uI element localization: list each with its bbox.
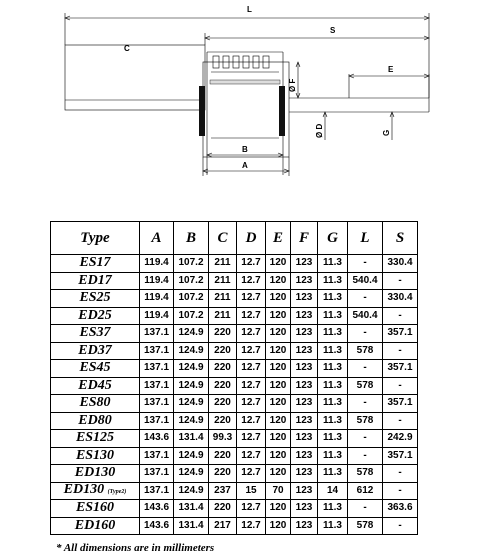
type-name: ES80: [79, 395, 111, 411]
value-cell: 12.7: [237, 290, 266, 308]
value-cell: 12.7: [237, 342, 266, 360]
type-name: ED130: [74, 465, 116, 481]
value-cell: -: [383, 342, 418, 360]
value-cell: 124.9: [174, 482, 209, 500]
type-cell: [51, 482, 140, 500]
technical-drawing: [0, 0, 500, 200]
value-cell: 211: [209, 272, 237, 290]
type-name: ED80: [78, 412, 112, 428]
value-cell: 11.3: [318, 395, 348, 413]
value-cell: 242.9: [383, 430, 418, 448]
table-row: [51, 412, 418, 430]
dim-label-e: E: [388, 65, 394, 74]
value-cell: -: [383, 377, 418, 395]
value-cell: 578: [348, 412, 383, 430]
value-cell: 99.3: [209, 430, 237, 448]
column-header-d: D: [237, 222, 266, 255]
value-cell: 124.9: [174, 360, 209, 378]
value-cell: 120: [266, 307, 291, 325]
value-cell: 578: [348, 465, 383, 483]
value-cell: 11.3: [318, 325, 348, 343]
value-cell: 120: [266, 290, 291, 308]
value-cell: 211: [209, 307, 237, 325]
value-cell: -: [348, 325, 383, 343]
value-cell: -: [348, 255, 383, 273]
value-cell: 120: [266, 447, 291, 465]
value-cell: -: [383, 482, 418, 500]
value-cell: 131.4: [174, 517, 209, 535]
value-cell: 120: [266, 412, 291, 430]
value-cell: 123: [291, 325, 318, 343]
type-cell: [51, 517, 140, 535]
value-cell: 11.3: [318, 290, 348, 308]
type-name: ES160: [75, 500, 115, 516]
value-cell: 107.2: [174, 272, 209, 290]
value-cell: 123: [291, 465, 318, 483]
type-name: ES130: [75, 447, 115, 463]
type-cell: [51, 360, 140, 378]
value-cell: 119.4: [140, 290, 174, 308]
value-cell: 12.7: [237, 307, 266, 325]
table-row: [51, 342, 418, 360]
value-cell: 220: [209, 447, 237, 465]
value-cell: 12.7: [237, 412, 266, 430]
table-body: [51, 255, 418, 535]
type-cell: [51, 377, 140, 395]
type-subnote: (Type2): [107, 488, 127, 495]
type-name: ES37: [79, 325, 111, 341]
value-cell: 120: [266, 430, 291, 448]
value-cell: 120: [266, 500, 291, 518]
value-cell: 12.7: [237, 395, 266, 413]
table-row: [51, 290, 418, 308]
dim-label-g: G: [382, 129, 391, 136]
value-cell: 220: [209, 395, 237, 413]
value-cell: -: [348, 290, 383, 308]
type-name: ED37: [78, 342, 112, 358]
value-cell: 124.9: [174, 465, 209, 483]
value-cell: 11.3: [318, 517, 348, 535]
value-cell: 137.1: [140, 465, 174, 483]
value-cell: 120: [266, 342, 291, 360]
value-cell: 211: [209, 255, 237, 273]
value-cell: 220: [209, 500, 237, 518]
value-cell: 11.3: [318, 377, 348, 395]
value-cell: 11.3: [318, 307, 348, 325]
value-cell: 143.6: [140, 430, 174, 448]
value-cell: 137.1: [140, 447, 174, 465]
value-cell: 70: [266, 482, 291, 500]
dim-label-b: B: [242, 145, 248, 154]
value-cell: 137.1: [140, 360, 174, 378]
dim-label-d: Ø D: [315, 123, 324, 138]
table-row: [51, 395, 418, 413]
table-row: [51, 255, 418, 273]
dim-label-f: Ø F: [288, 78, 297, 92]
table-row: [51, 272, 418, 290]
table-row: [51, 325, 418, 343]
value-cell: 220: [209, 412, 237, 430]
value-cell: 11.3: [318, 500, 348, 518]
value-cell: 123: [291, 395, 318, 413]
table-row: [51, 447, 418, 465]
value-cell: 124.9: [174, 325, 209, 343]
column-header-g: G: [318, 222, 348, 255]
value-cell: 237: [209, 482, 237, 500]
value-cell: 123: [291, 430, 318, 448]
value-cell: 12.7: [237, 517, 266, 535]
value-cell: 11.3: [318, 412, 348, 430]
value-cell: 137.1: [140, 342, 174, 360]
column-header-e: E: [266, 222, 291, 255]
table-row: [51, 430, 418, 448]
column-header-s: S: [383, 222, 418, 255]
value-cell: -: [383, 517, 418, 535]
value-cell: 123: [291, 482, 318, 500]
type-name: ES125: [75, 430, 115, 446]
value-cell: 330.4: [383, 290, 418, 308]
value-cell: 12.7: [237, 377, 266, 395]
value-cell: 12.7: [237, 360, 266, 378]
value-cell: 11.3: [318, 255, 348, 273]
table-row: [51, 377, 418, 395]
value-cell: 12.7: [237, 325, 266, 343]
value-cell: 137.1: [140, 377, 174, 395]
type-cell: [51, 430, 140, 448]
table-header-row: [51, 222, 418, 255]
type-cell: [51, 342, 140, 360]
type-cell: [51, 412, 140, 430]
value-cell: 120: [266, 465, 291, 483]
value-cell: 123: [291, 377, 318, 395]
type-name: ES45: [79, 360, 111, 376]
column-header-a: A: [140, 222, 174, 255]
value-cell: 107.2: [174, 255, 209, 273]
value-cell: -: [383, 272, 418, 290]
value-cell: 124.9: [174, 395, 209, 413]
value-cell: 220: [209, 325, 237, 343]
value-cell: 107.2: [174, 307, 209, 325]
value-cell: 12.7: [237, 465, 266, 483]
value-cell: 120: [266, 517, 291, 535]
footnote: * All dimensions are in millimeters: [56, 542, 215, 554]
value-cell: 11.3: [318, 342, 348, 360]
value-cell: 131.4: [174, 430, 209, 448]
type-cell: [51, 255, 140, 273]
value-cell: 12.7: [237, 255, 266, 273]
value-cell: 330.4: [383, 255, 418, 273]
type-name: ES17: [79, 255, 111, 271]
value-cell: 11.3: [318, 465, 348, 483]
value-cell: -: [348, 447, 383, 465]
value-cell: 107.2: [174, 290, 209, 308]
value-cell: 123: [291, 447, 318, 465]
value-cell: 123: [291, 290, 318, 308]
value-cell: 131.4: [174, 500, 209, 518]
value-cell: 217: [209, 517, 237, 535]
type-cell: [51, 290, 140, 308]
value-cell: 120: [266, 395, 291, 413]
value-cell: 11.3: [318, 272, 348, 290]
value-cell: 15: [237, 482, 266, 500]
value-cell: 120: [266, 377, 291, 395]
value-cell: 357.1: [383, 325, 418, 343]
type-cell: [51, 500, 140, 518]
value-cell: -: [348, 430, 383, 448]
value-cell: 119.4: [140, 307, 174, 325]
value-cell: 123: [291, 412, 318, 430]
type-name: ES25: [79, 290, 111, 306]
type-name: ED45: [78, 377, 112, 393]
value-cell: 123: [291, 272, 318, 290]
table-row: [51, 500, 418, 518]
table-row: [51, 517, 418, 535]
value-cell: 12.7: [237, 500, 266, 518]
value-cell: 12.7: [237, 447, 266, 465]
dim-label-s: S: [330, 26, 336, 35]
table-row: [51, 482, 418, 500]
dim-label-l: L: [247, 5, 252, 14]
value-cell: 119.4: [140, 255, 174, 273]
value-cell: 123: [291, 307, 318, 325]
value-cell: 120: [266, 325, 291, 343]
value-cell: 357.1: [383, 447, 418, 465]
value-cell: 12.7: [237, 430, 266, 448]
table-row: [51, 360, 418, 378]
value-cell: 120: [266, 272, 291, 290]
value-cell: 220: [209, 342, 237, 360]
value-cell: 123: [291, 517, 318, 535]
value-cell: 123: [291, 255, 318, 273]
value-cell: 211: [209, 290, 237, 308]
type-name: ED160: [74, 517, 116, 533]
value-cell: 220: [209, 377, 237, 395]
value-cell: 124.9: [174, 412, 209, 430]
value-cell: -: [383, 412, 418, 430]
value-cell: 357.1: [383, 360, 418, 378]
value-cell: 578: [348, 517, 383, 535]
value-cell: -: [383, 307, 418, 325]
value-cell: 143.6: [140, 517, 174, 535]
value-cell: -: [348, 500, 383, 518]
value-cell: 124.9: [174, 447, 209, 465]
value-cell: 143.6: [140, 500, 174, 518]
type-cell: [51, 325, 140, 343]
value-cell: 137.1: [140, 412, 174, 430]
dimensions-table: [50, 221, 418, 535]
value-cell: 220: [209, 465, 237, 483]
column-header-c: C: [209, 222, 237, 255]
value-cell: -: [348, 360, 383, 378]
value-cell: 578: [348, 342, 383, 360]
value-cell: 120: [266, 255, 291, 273]
value-cell: -: [383, 465, 418, 483]
value-cell: 137.1: [140, 325, 174, 343]
column-header-type: Type: [51, 222, 140, 255]
value-cell: 124.9: [174, 342, 209, 360]
value-cell: 363.6: [383, 500, 418, 518]
value-cell: 14: [318, 482, 348, 500]
dim-label-a: A: [242, 161, 248, 170]
column-header-l: L: [348, 222, 383, 255]
value-cell: 220: [209, 360, 237, 378]
dim-label-c: C: [124, 44, 130, 53]
table-row: [51, 465, 418, 483]
value-cell: 12.7: [237, 272, 266, 290]
column-header-f: F: [291, 222, 318, 255]
value-cell: 540.4: [348, 307, 383, 325]
value-cell: 119.4: [140, 272, 174, 290]
type-cell: [51, 447, 140, 465]
value-cell: 11.3: [318, 447, 348, 465]
type-name: ED17: [78, 272, 112, 288]
table-row: [51, 307, 418, 325]
value-cell: 578: [348, 377, 383, 395]
value-cell: 120: [266, 360, 291, 378]
type-cell: [51, 272, 140, 290]
value-cell: 123: [291, 360, 318, 378]
value-cell: -: [348, 395, 383, 413]
value-cell: 612: [348, 482, 383, 500]
value-cell: 124.9: [174, 377, 209, 395]
value-cell: 11.3: [318, 360, 348, 378]
value-cell: 357.1: [383, 395, 418, 413]
value-cell: 123: [291, 342, 318, 360]
value-cell: 540.4: [348, 272, 383, 290]
value-cell: 137.1: [140, 482, 174, 500]
type-cell: [51, 465, 140, 483]
value-cell: 137.1: [140, 395, 174, 413]
value-cell: 123: [291, 500, 318, 518]
type-cell: [51, 307, 140, 325]
column-header-b: B: [174, 222, 209, 255]
value-cell: 11.3: [318, 430, 348, 448]
type-name: ED130: [63, 481, 105, 497]
type-cell: [51, 395, 140, 413]
type-name: ED25: [78, 307, 112, 323]
